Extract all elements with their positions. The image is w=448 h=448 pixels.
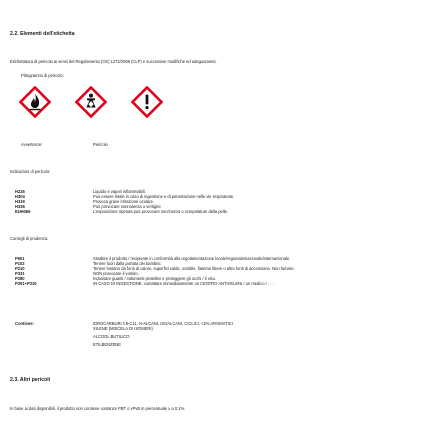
contains-item: XILENE (MISCELA DI ISOMERI)	[93, 326, 153, 331]
hazard-text: Può essere letale in caso di ingestione e di penetrazione nelle vie respiratorie.	[93, 194, 235, 199]
hazard-code: H304	[15, 194, 25, 199]
health-hazard-pictogram-icon	[75, 86, 107, 118]
precaution-text: IN CASO DI INGESTIONE: contattare immediatamente un CENTRO ANTIVELENI / un medico / . . .	[93, 281, 274, 286]
precaution-code: P102	[15, 261, 25, 266]
labelling-intro: Etichettatura di pericolo ai sensi del Regolamento (CE) 1272/2008 (CLP) e successive modifiche ed adeguamenti.	[10, 59, 217, 64]
precaution-code: P331	[15, 271, 25, 276]
other-hazards-text: In base ai dati disponibili, il prodotto non contiene sostanze PBT o vPvB in percentuale ≥ a 0,1%.	[10, 406, 186, 411]
hazard-texts	[93, 189, 234, 214]
hazard-code: H319	[15, 199, 25, 204]
hazard-code: H226	[15, 189, 25, 194]
hazard-code: EUH066	[15, 209, 31, 214]
precaution-code: P301+P310	[15, 281, 37, 286]
hazard-text: Può provocare sonnolenza o vertigini.	[93, 204, 162, 209]
precaution-text: Smaltire il prodotto / recipiente in conformità alla regolamentazione locale/regionale/nazionale/internazionale.	[93, 256, 291, 261]
flame-pictogram-icon	[19, 86, 51, 118]
precaution-code: P501	[15, 256, 25, 261]
contains-item: ALCOOL BUTILICO	[93, 334, 130, 339]
precaution-text: Indossare guanti / indumenti protettivi e proteggere gli occhi / il viso.	[93, 276, 217, 281]
precaution-texts	[93, 256, 295, 286]
exclamation-pictogram-icon	[131, 86, 163, 118]
hazard-codes	[15, 189, 30, 214]
hazard-code: H336	[15, 204, 25, 209]
precaution-code: P280	[15, 276, 25, 281]
section-2-2-title: 2.2. Elementi dell'etichetta	[10, 31, 75, 37]
hazard-statements-label: Indicazioni di pericolo:	[10, 169, 51, 174]
hazard-text: Liquido e vapori infiammabili.	[93, 189, 146, 194]
signal-word-label: Avvertenze:	[21, 142, 43, 147]
hazard-text: Provoca grave irritazione oculare.	[93, 199, 154, 204]
precaution-code: P210	[15, 266, 25, 271]
contains-label: Contiene:	[15, 321, 34, 326]
precaution-text: NON provocare il vomito.	[93, 271, 139, 276]
precaution-text: Tenere lontano da fonti di calore, superfici calde, scintille, fiamme libere o altre fonti di accensione. Non fumare.	[93, 266, 295, 271]
contains-item: ETILBENZENE	[93, 342, 121, 347]
signal-word-value: Pericolo	[93, 142, 108, 147]
precaution-codes	[15, 256, 37, 286]
precautionary-statements-label: Consigli di prudenza:	[10, 236, 49, 241]
section-2-3-title: 2.3. Altri pericoli	[10, 377, 51, 383]
precaution-text: Tenere fuori dalla portata dei bambini.	[93, 261, 162, 266]
pictograms-label: Pittogrammi di pericolo:	[21, 73, 64, 78]
hazard-text: L'esposizione ripetuta può provocare secchezza o screpolature della pelle.	[93, 209, 229, 214]
contains-item: IDROCARBURI C9-C11, N-ALCANI, ISOALCANI, CICLICI, <2% AROMATICI	[93, 321, 233, 326]
